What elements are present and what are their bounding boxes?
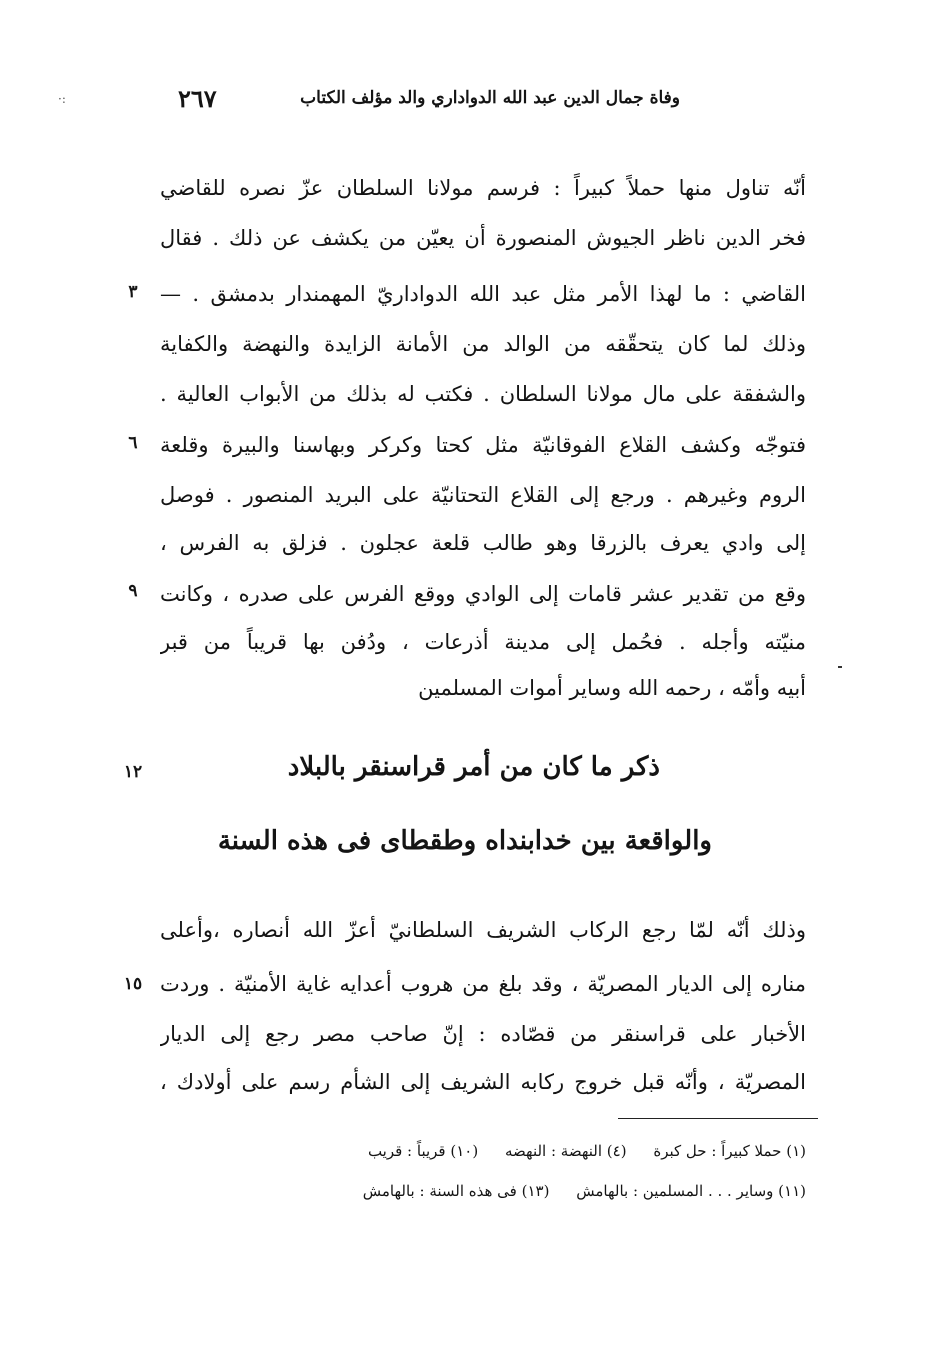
footnote-line (160, 1182, 806, 1200)
footnote: (١٣) فى هذه السنة : بالهامش (362, 1182, 550, 1200)
footnote: (١) حملا كبيراً : حل كبرة (653, 1142, 806, 1160)
text-line: والشفقة على مال مولانا السلطان . فكتب له بذلك من الأبواب العالية . (160, 382, 806, 406)
section-subheading: والواقعة بين خدابنداه وطقطاى فى هذه السنة (217, 826, 712, 856)
line-number: ١٥ (123, 974, 143, 994)
line-number: ١٢ (123, 762, 143, 782)
text-line: وقع من تقدير عشر قامات إلى الوادي ووقع الفرس على صدره ، وكانت (160, 582, 806, 606)
text-line: إلى وادي يعرف بالزرقا وهو طالب قلعة عجلون . فزلق به الفرس ، (160, 531, 806, 555)
text-line: الأخبار على قراسنقر من قصّاده : إنّ صاحب مصر رجع إلى الديار (160, 1022, 806, 1046)
text-line: القاضي : ما لهذا الأمر مثل عبد الله الدواداريّ المهمندار بدمشق . — (160, 282, 806, 306)
line-number: ٣ (128, 282, 138, 302)
margin-speck: ·: (58, 92, 66, 106)
footnote-divider (618, 1118, 818, 1119)
footnote-line (160, 1142, 806, 1160)
margin-speck (838, 666, 842, 668)
line-number: ٩ (128, 581, 138, 601)
text-line: أبيه وأمّه ، رحمه الله وساير أموات المسلمين (418, 676, 806, 700)
footnote: (١١) وساير . . . المسلمين : بالهامش (576, 1182, 806, 1200)
running-title: وفاة جمال الدين عبد الله الدواداري والد مؤلف الكتاب (300, 88, 680, 108)
text-line: أنّه تناول منها حملاً كبيراً : فرسم مولانا السلطان عزّ نصره للقاضي (160, 176, 806, 200)
footnote: (٤) النهضة : النهضه (504, 1142, 627, 1160)
page-header (170, 84, 680, 120)
section-heading: ذكر ما كان من أمر قراسنقر بالبلاد (287, 752, 660, 782)
text-line: منيّته وأجله . فحُمل إلى مدينة أذرعات ، ودُفن بها قريباً من قبر (160, 630, 806, 654)
line-number: ٦ (128, 433, 138, 453)
text-line: فتوجّه وكشف القلاع الفوقانيّة مثل كحتا وكركر وبهاسنا والبيرة وقلعة (160, 433, 806, 457)
text-line: الروم وغيرهم . ورجع إلى القلاع التحتانيّة على البريد المنصور . فوصل (160, 483, 806, 507)
text-line: فخر الدين ناظر الجيوش المنصورة أن يعيّن من يكشف عن ذلك . فقال (160, 226, 806, 250)
page-number: ٢٦٧ (178, 84, 217, 113)
text-line: المصريّة ، وأنّه قبل خروج ركابه الشريف إلى الشأم رسم على أولادك ، (160, 1070, 806, 1094)
text-line: وذلك لما كان يتحقّقه من الوالد من الأمانة الزايدة والنهضة والكفاية (160, 332, 806, 356)
footnote: (١٠) قريباً : قريب (367, 1142, 479, 1160)
text-line: وذلك أنّه لمّا رجع الركاب الشريف السلطانيّ أعزّ الله أنصاره ،وأعلى (160, 918, 806, 942)
text-line: مناره إلى الديار المصريّة ، وقد بلغ من هروب أعدايه غاية الأمنيّة . وردت (160, 972, 806, 996)
